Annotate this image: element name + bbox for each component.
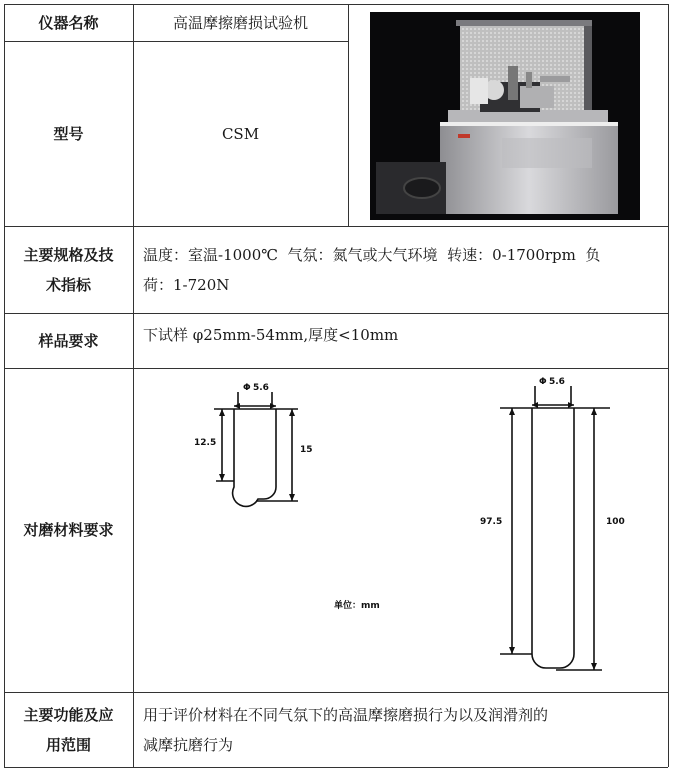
- name-label-text: 仪器名称: [38, 13, 99, 32]
- small-pin-diameter-arrow-right: [270, 403, 276, 409]
- model-value: [133, 41, 348, 226]
- small-pin: [214, 392, 298, 506]
- large-pin-inner-arrow-bottom: [509, 647, 515, 654]
- small-pin-outer-arrow-bottom: [289, 494, 295, 501]
- pin-dimension-drawing: [136, 372, 668, 690]
- large-pin-arrows: [509, 402, 597, 670]
- table-border-bottom: [4, 767, 668, 768]
- spec-label-line-1: 主要规格及技: [23, 245, 114, 264]
- table-border-right: [668, 4, 669, 767]
- large-pin-diameter-label: 5.6: [549, 377, 565, 387]
- large-pin-body: [532, 408, 574, 668]
- model-value-text: CSM: [221, 124, 260, 143]
- small-pin-inner-arrow-top: [219, 409, 225, 416]
- function-label: [4, 692, 133, 767]
- spec-value-line-1: 温度：室温-1000℃ 气氛：氮气或大气环境 转速：0-1700rpm 负: [143, 245, 601, 264]
- small-pin-arrows: [219, 403, 295, 501]
- large-pin-inner-length-label: 97.5: [480, 517, 503, 527]
- small-pin-body: [233, 409, 276, 506]
- small-pin-inner-arrow-bottom: [219, 474, 225, 481]
- small-pin-diameter-arrow-left: [234, 403, 240, 409]
- photo-column-divider: [348, 4, 349, 226]
- large-pin: [500, 386, 610, 670]
- small-pin-inner-length-label: 12.5: [194, 438, 217, 448]
- large-pin-diameter-symbol: Φ: [539, 377, 547, 387]
- function-label-line-2: 用范围: [45, 735, 91, 754]
- spec-value-line-2: 荷：1-720N: [143, 275, 230, 294]
- name-label: [4, 4, 133, 41]
- instrument-photo-drawing: [370, 12, 640, 220]
- sample-label: [4, 313, 133, 368]
- spec-value: [133, 226, 668, 313]
- spec-label: [4, 226, 133, 313]
- spec-label-line-2: 术指标: [45, 275, 91, 294]
- model-label-text: 型号: [53, 124, 84, 143]
- counter-material-label: [4, 368, 133, 692]
- small-pin-outer-arrow-top: [289, 409, 295, 416]
- counter-material-label-text: 对磨材料要求: [23, 521, 114, 539]
- large-pin-outer-length-label: 100: [606, 517, 625, 527]
- sample-label-text: 样品要求: [38, 331, 99, 350]
- name-value: [133, 4, 348, 41]
- function-value-line-1: 用于评价材料在不同气氛下的高温摩擦磨损行为以及润滑剂的: [143, 705, 549, 724]
- small-pin-outer-length-label: 15: [300, 445, 313, 455]
- small-pin-diameter-symbol: Φ: [243, 383, 251, 393]
- large-pin-outer-arrow-bottom: [591, 663, 597, 670]
- instrument-photo: [370, 12, 640, 220]
- unit-note: 单位：mm: [334, 601, 380, 611]
- small-pin-diameter-label: 5.6: [253, 383, 269, 393]
- name-value-text: 高温摩擦磨损试验机: [172, 13, 308, 32]
- large-pin-outer-arrow-top: [591, 408, 597, 415]
- model-label: [4, 41, 133, 226]
- function-value-line-2: 减摩抗磨行为: [143, 735, 234, 754]
- sample-value: [133, 313, 668, 357]
- large-pin-inner-arrow-top: [509, 408, 515, 415]
- sample-value-text: 下试样 φ25mm-54mm,厚度<10mm: [143, 326, 399, 344]
- counter-material-drawing: [136, 372, 668, 690]
- function-value: [133, 692, 668, 767]
- function-label-line-1: 主要功能及应: [23, 705, 114, 724]
